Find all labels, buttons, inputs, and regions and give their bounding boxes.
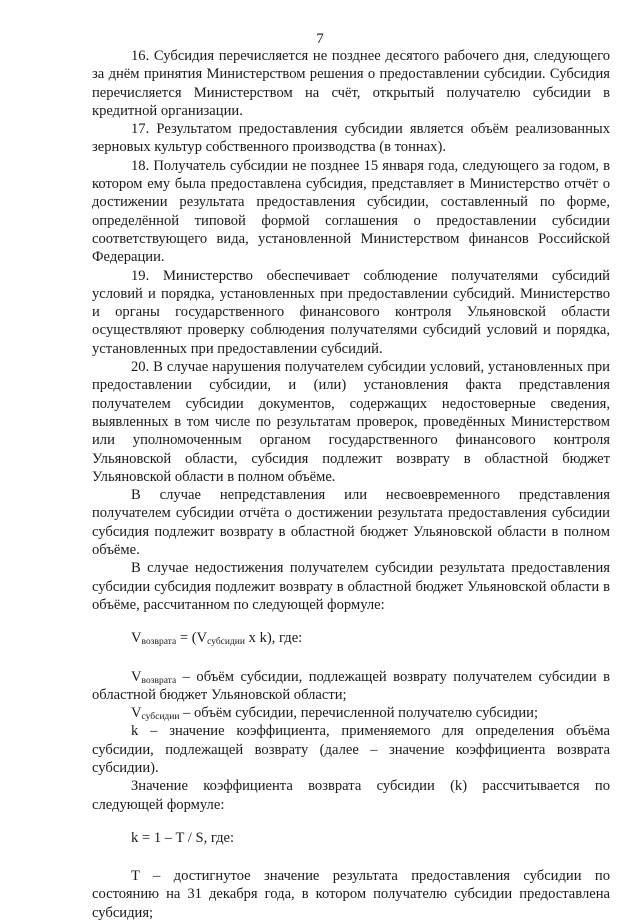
- formula-equals: = (V: [176, 630, 208, 647]
- paragraph-17: 17. Результатом предоставления субсидии является объём реализованных зерновых культур собственного производства (в тоннах).: [92, 121, 610, 156]
- def-v2-symbol: V: [131, 705, 142, 722]
- formula-v-symbol: V: [131, 630, 142, 647]
- formula-tail: x k), где:: [244, 630, 303, 647]
- paragraph-19: 19. Министерство обеспечивает соблюдение получателями субсидий условий и порядка, установленных при предоставлении субсидий. Министерство и органы государственного финансового контроля Ульяновской области осуществляют проверку соблюдения получателями субсидий условий и порядка, установленных при предоставлении субсидий.: [92, 267, 610, 357]
- paragraph-20-non-achievement: В случае недостижения получателем субсидии результата предоставления субсидии субсидия подлежит возврату в областной бюджет Ульяновской области в объёме, рассчитанном по следующей формуле:: [92, 560, 610, 613]
- definition-k: k – значение коэффициента, применяемого для определения объёма субсидии, подлежащей возврату (далее – значение коэффициента возврата субсидии).: [92, 723, 610, 776]
- definition-v-return: [92, 668, 610, 705]
- document-body: [92, 47, 610, 922]
- formula-return-volume: [92, 629, 610, 647]
- definition-v-subsidy: [92, 704, 610, 722]
- def-v-symbol: V: [131, 668, 142, 685]
- def-v-subsidy-subscript: субсидии: [141, 712, 180, 723]
- page-number: 7: [316, 31, 324, 47]
- def-v-return-subscript: возврата: [141, 675, 177, 686]
- definition-t: T – достигнутое значение результата предоставления субсидии по состоянию на 31 декабря года, в котором получателю субсидии предоставлена субсидия;: [92, 868, 610, 921]
- k-calculation-intro: Значение коэффициента возврата субсидии (k) рассчитывается по следующей формуле:: [92, 778, 610, 813]
- def-v-return-text: – объём субсидии, подлежащей возврату получателем субсидии в областной бюджет Ульяновской области;: [92, 668, 610, 703]
- def-v-subsidy-text: – объём субсидии, перечисленной получателю субсидии;: [179, 705, 538, 722]
- formula-k: k = 1 – T / S, где:: [131, 829, 235, 846]
- paragraph-18: 18. Получатель субсидии не позднее 15 января года, следующего за годом, в котором ему была предоставлена субсидия, представляет в Министерство отчёт о достижении результата предоставления субсидии, составленный по форме, определённой типовой формой соглашения о предоставлении субсидии соответствующего вида, установленной Министерством финансов Российской Федерации.: [92, 157, 610, 266]
- formula-subscript-return: возврата: [141, 637, 177, 648]
- paragraph-16: 16. Субсидия перечисляется не позднее десятого рабочего дня, следующего за днём принятия Министерством решения о предоставлении субсидии. Субсидия перечисляется Министерством на счёт, открытый получателю субсидии в кредитной организации.: [92, 48, 610, 119]
- paragraph-20-non-submission: В случае непредставления или несвоевременного представления получателем субсидии отчёта о достижении результата предоставления субсидии субсидия подлежит возврату в областной бюджет Ульяновской области в полном объёме.: [92, 487, 610, 559]
- formula-subscript-subsidy: субсидии: [207, 637, 245, 648]
- paragraph-20: 20. В случае нарушения получателем субсидии условий, установленных при предоставлении субсидии, и (или) установления факта представления получателем субсидии документов, содержащих недостоверные сведения, выявленных в том числе по результатам проверок, проведённых Министерством или уполномоченным органом государственного финансового контроля Ульяновской области, субсидия подлежит возврату в областной бюджет Ульяновской области в полном объёме.: [92, 359, 610, 485]
